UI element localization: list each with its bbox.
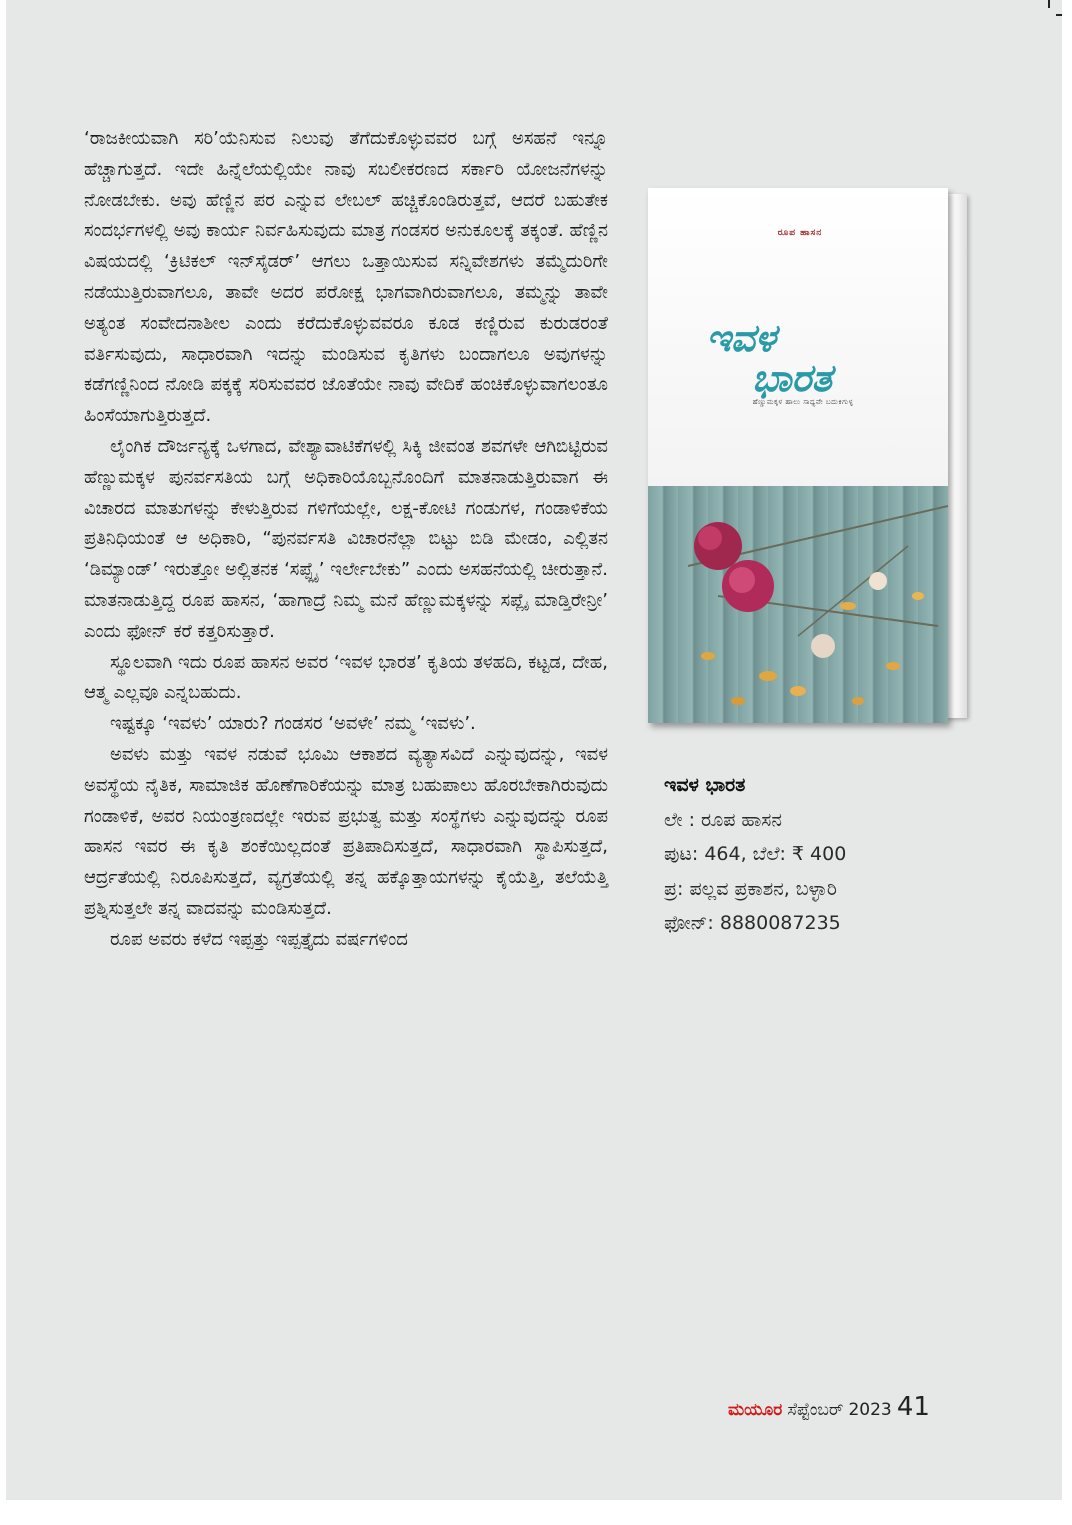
book-pages-price: ಪುಟ: 464, ಬೆಲೆ: ₹ 400 <box>664 843 847 865</box>
cover-subtitle: ಹೆಣ್ಣುಮಕ್ಕಳ ಹಾಲು ಸಾಧ್ಯವೇ ಬದುಕಿಗುಳ್ಳ <box>752 398 854 406</box>
article-paragraph: ಲೈಂಗಿಕ ದೌರ್ಜನ್ಯಕ್ಕೆ ಒಳಗಾದ, ವೇಶ್ಯಾವಾಟಿಕೆಗಳಲ್ಲಿ ಸಿಕ್ಕಿ ಜೀವಂತ ಶವಗಳೇ ಆಗಿಬಿಟ್ಟಿರುವ ಹೆಣ್ಣುಮಕ್ಕಳ ಪುನರ್ವಸತಿಯ ಬಗ್ಗೆ ಅಧಿಕಾರಿಯೊಬ್ಬನೊಂದಿಗೆ ಮಾತನಾಡುತ್ತಿರುವಾಗ ಈ ವಿಚಾರದ ಮಾತುಗಳನ್ನು ಕೇಳುತ್ತಿರುವ ಗಳಿಗೆಯಲ್ಲೇ, ಲಕ್ಷ-ಕೋಟಿ ಗಂಡುಗಳ, ಗಂಡಾಳಿಕೆಯ ಪ್ರತಿನಿಧಿಯಂತೆ ಆ ಅಧಿಕಾರಿ, “ಪುನರ್ವಸತಿ ವಿಚಾರನೆಲ್ಲಾ ಬಿಟ್ಟು ಬಿಡಿ ಮೇಡಂ, ಎಲ್ಲಿತನ ‘ಡಿಮ್ಯಾಂಡ್’ ಇರುತ್ತೋ ಅಲ್ಲಿತನಕ ‘ಸಪ್ಪ್ಲೈ’ ಇರ್ಲೇಬೇಕು” ಎಂದು ಅಸಹನೆಯಲ್ಲಿ ಚೀರುತ್ತಾನೆ. ಮಾತನಾಡುತ್ತಿದ್ದ ರೂಪ ಹಾಸನ, ‘ಹಾಗಾದ್ರೆ ನಿಮ್ಮ ಮನೆ ಹೆಣ್ಣುಮಕ್ಕಳನ್ನು ಸಪ್ಲೈ ಮಾಡ್ತಿರೇನ್ರೀ’ ಎಂದು ಫೋನ್ ಕರೆ ಕತ್ತರಿಸುತ್ತಾರೆ. <box>84 435 608 642</box>
page-number: 41 <box>896 1392 930 1422</box>
petal <box>852 697 864 705</box>
book-page-edges <box>945 194 967 718</box>
crop-mark <box>1056 14 1062 16</box>
article-paragraph: ‘ರಾಜಕೀಯವಾಗಿ ಸರಿ’ಯೆನಿಸುವ ನಿಲುವು ತೆಗೆದುಕೊಳ್ಳುವವರ ಬಗ್ಗೆ ಅಸಹನೆ ಇನ್ನೂ ಹೆಚ್ಚಾಗುತ್ತದೆ. ಇದೇ ಹಿನ್ನೆಲೆಯಲ್ಲಿಯೇ ನಾವು ಸಬಲೀಕರಣದ ಸರ್ಕಾರಿ ಯೋಜನೆಗಳನ್ನು ನೋಡಬೇಕು. ಅವು ಹೆಣ್ಣಿನ ಪರ ಎನ್ನುವ ಲೇಬಲ್ ಹಚ್ಚಿಕೊಂಡಿರುತ್ತವೆ, ಆದರೆ ಬಹುತೇಕ ಸಂದರ್ಭಗಳಲ್ಲಿ ಅವು ಕಾರ್ಯ ನಿರ್ವಹಿಸುವುದು ಮಾತ್ರ ಗಂಡಸರ ಅನುಕೂಲಕ್ಕೆ ತಕ್ಕಂತೆ. ಹೆಣ್ಣಿನ ವಿಷಯದಲ್ಲಿ ‘ಕ್ರಿಟಿಕಲ್ ಇನ್‌ಸೈಡರ್’ ಆಗಲು ಒತ್ತಾಯಿಸುವ ಸನ್ನಿವೇಶಗಳು ತಮ್ಮೆದುರಿಗೇ ನಡೆಯುತ್ತಿರುವಾಗಲೂ, ತಾವೇ ಅದರ ಪರೋಕ್ಷ ಭಾಗವಾಗಿರುವಾಗಲೂ, ತಮ್ಮನ್ನು ತಾವೇ ಅತ್ಯಂತ ಸಂವೇದನಾಶೀಲ ಎಂದು ಕರೆದುಕೊಳ್ಳುವವರೂ ಕೂಡ ಕಣ್ಣಿರುವ ಕುರುಡರಂತೆ ವರ್ತಿಸುವುದು, ಸಾಧಾರವಾಗಿ ಇದನ್ನು ಮಂಡಿಸುವ ಕೃತಿಗಳು ಬಂದಾಗಲೂ ಅವುಗಳನ್ನು ಕಡೆಗಣ್ಣಿನಿಂದ ನೋಡಿ ಪಕ್ಕಕ್ಕೆ ಸರಿಸುವವರ ಜೊತೆಯೇ ನಾವು ವೇದಿಕೆ ಹಂಚಿಕೊಳ್ಳುವಾಗಲಂತೂ ಹಿಂಸೆಯಾಗುತ್ತಿರುತ್ತದೆ. <box>84 128 608 427</box>
cover-white-area <box>648 188 948 486</box>
book-author: ಲೇ : ರೂಪ ಹಾಸನ <box>664 808 782 831</box>
roses-illustration <box>648 486 948 723</box>
cover-title-line: ಭಾರತ <box>752 355 832 400</box>
petal <box>912 592 924 600</box>
issue-year: 2023 <box>848 1400 892 1420</box>
cover-photo-area <box>648 486 948 723</box>
rose-flower <box>698 526 722 550</box>
rose-stem <box>798 546 908 636</box>
cover-title-line: ಇವಳ <box>706 315 776 360</box>
crop-mark <box>1048 0 1050 8</box>
rose-flower <box>729 567 755 593</box>
petal <box>731 697 745 705</box>
article-paragraph: ಅವಳು ಮತ್ತು ಇವಳ ನಡುವೆ ಭೂಮಿ ಆಕಾಶದ ವ್ಯತ್ಯಾಸವಿದೆ ಎನ್ನುವುದನ್ನು, ಇವಳ ಅವಸ್ಥೆಯ ನೈತಿಕ, ಸಾಮಾಜಿಕ ಹೊಣೆಗಾರಿಕೆಯನ್ನು ಮಾತ್ರ ಬಹುಪಾಲು ಹೊರಬೇಕಾಗಿರುವುದು ಗಂಡಾಳಿಕೆ, ಅವರ ನಿಯಂತ್ರಣದಲ್ಲೇ ಇರುವ ಪ್ರಭುತ್ವ ಮತ್ತು ಸಂಸ್ಥೆಗಳು ಎನ್ನುವುದನ್ನು ರೂಪ ಹಾಸನ ಇವರ ಈ ಕೃತಿ ಶಂಕೆಯಿಲ್ಲದಂತೆ ಪ್ರತಿಪಾದಿಸುತ್ತದೆ, ಸಾಧಾರವಾಗಿ ಸ್ಥಾಪಿಸುತ್ತದೆ, ಆರ್ದ್ರತೆಯಲ್ಲಿ ನಿರೂಪಿಸುತ್ತದೆ, ವ್ಯಗ್ರತೆಯಲ್ಲಿ ತನ್ನ ಹಕ್ಕೊತ್ತಾಯಗಳನ್ನು ಕೈಯೆತ್ತಿ, ತಲೆಯೆತ್ತಿ ಪ್ರಶ್ನಿಸುತ್ತಲೇ ತನ್ನ ವಾದವನ್ನು ಮಂಡಿಸುತ್ತದೆ. <box>84 743 608 919</box>
book-cover-image <box>640 188 984 728</box>
page-footer <box>728 1392 930 1426</box>
article-paragraph: ರೂಪ ಅವರು ಕಳೆದ ಇಪ್ಪತ್ತು ಇಪ್ಪತ್ತೈದು ವರ್ಷಗಳಿಂದ <box>110 928 408 950</box>
cover-author: ರೂಪ ಹಾಸನ <box>777 228 823 238</box>
book-front-cover <box>648 188 948 723</box>
rose-bud <box>869 572 887 590</box>
petal <box>759 671 777 681</box>
article-body <box>84 124 608 956</box>
magazine-brand: ಮಯೂರ <box>728 1400 783 1420</box>
cover-title <box>706 315 896 400</box>
book-details <box>664 768 964 941</box>
petal <box>886 662 900 670</box>
issue-month: ಸೆಪ್ಟೆಂಬರ್ <box>787 1400 844 1420</box>
rose-bud <box>811 634 835 658</box>
petal <box>840 602 856 610</box>
petal <box>701 652 715 660</box>
petal <box>790 686 806 696</box>
book-title: ಇವಳ ಭಾರತ <box>664 774 746 796</box>
book-phone: ಫೋನ್: 8880087235 <box>664 912 841 934</box>
book-publisher: ಪ್ರ: ಪಲ್ಲವ ಪ್ರಕಾಶನ, ಬಳ್ಳಾರಿ <box>664 877 837 900</box>
article-paragraph: ಇಷ್ಟಕ್ಕೂ ‘ಇವಳು’ ಯಾರು? ಗಂಡಸರ ‘ಅವಳೇ’ ನಮ್ಮ ‘ಇವಳು’. <box>110 713 476 735</box>
article-paragraph: ಸ್ಥೂಲವಾಗಿ ಇದು ರೂಪ ಹಾಸನ ಅವರ ‘ಇವಳ ಭಾರತ’ ಕೃತಿಯ ತಳಹದಿ, ಕಟ್ಟಡ, ದೇಹ, ಆತ್ಮ ಎಲ್ಲವೂ ಎನ್ನಬಹುದು. <box>84 651 608 704</box>
